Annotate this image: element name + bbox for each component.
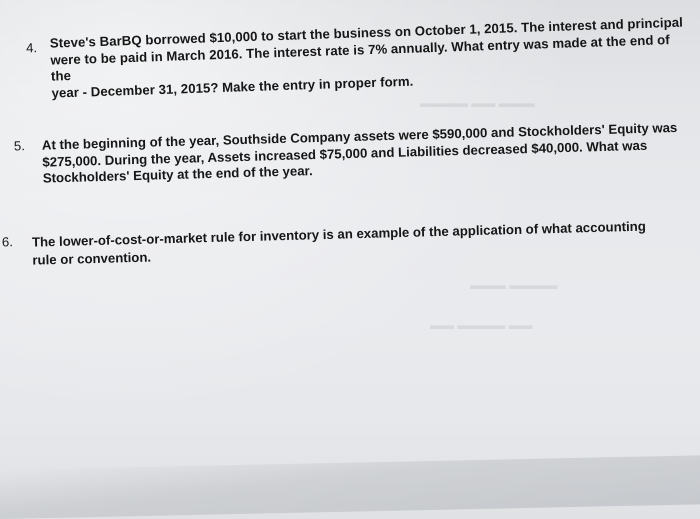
page-bottom-shadow	[0, 455, 700, 519]
question-number: 6.	[1, 234, 14, 250]
bleed-through-text: ▬▬▬▬ ▬▬▬	[470, 278, 558, 292]
question-text: The lower-of-cost-or-market rule for inventory is an example of the application of what accounting rule or convention.	[31, 218, 646, 268]
question-4	[0, 14, 699, 101]
bleed-through-text: ▬▬ ▬▬▬▬ ▬▬	[430, 318, 533, 332]
question-number: 4.	[25, 40, 38, 56]
question-text: Steve's BarBQ borrowed $10,000 to start the business on October 1, 2015. The interest and principal were to be paid in March 2016. The interest rate is 7% annually. What entry was made at the end of the year - December 31, 2015? Make the entry in proper form.	[49, 14, 684, 101]
question-number: 5.	[13, 138, 26, 154]
question-6	[0, 216, 700, 268]
bleed-through-text: ▬▬▬ ▬▬ ▬▬▬▬	[420, 96, 535, 110]
question-5	[0, 119, 699, 186]
question-text: At the beginning of the year, Southside Company assets were $590,000 and Stockholders' Equity was $275,000. During the year, Assets increased $75,000 and Liabilities decreased $40,000. What was Stockholders' Equity at the end of the year.	[41, 119, 678, 186]
